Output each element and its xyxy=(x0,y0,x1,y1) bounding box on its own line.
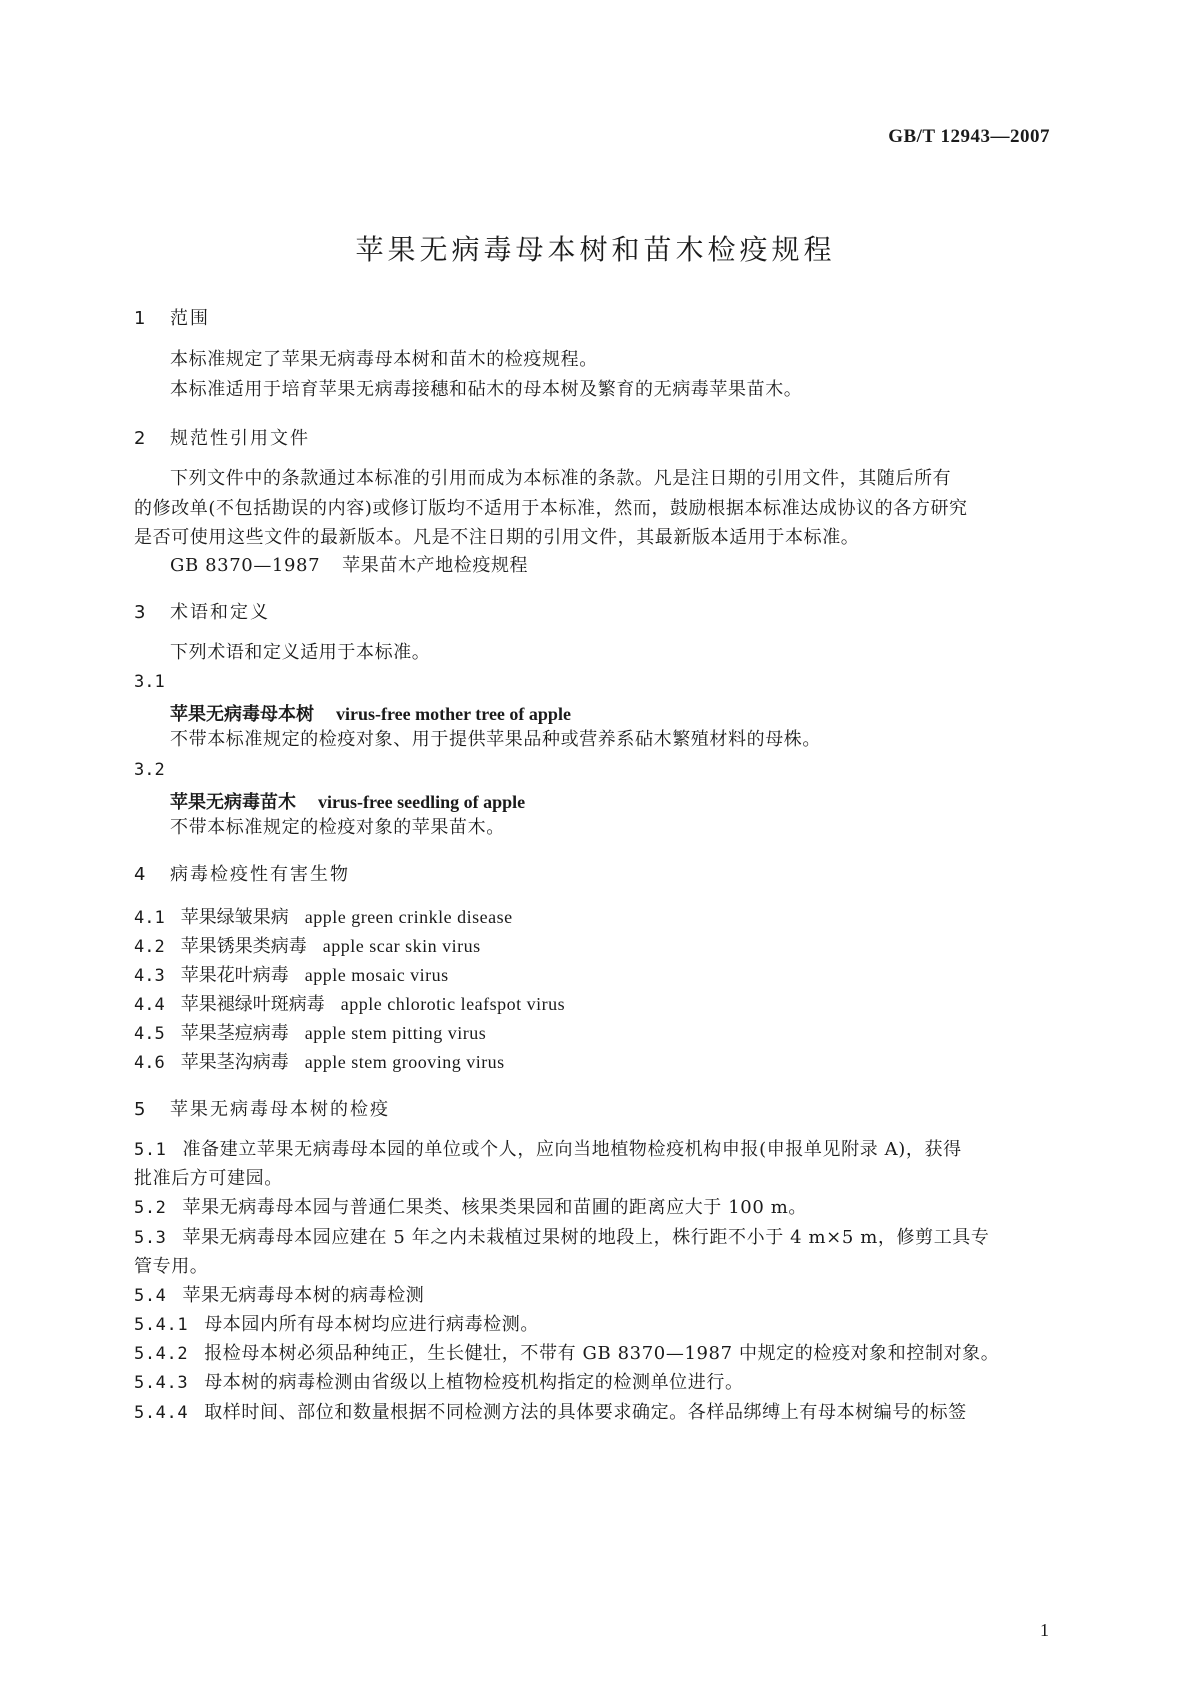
item-cn: 苹果绿皱果病 xyxy=(180,907,289,928)
term-en: virus-free seedling of apple xyxy=(318,792,526,812)
clause-text: 苹果无病毒母本园应建在 5 年之内未栽植过果树的地段上，株行距不小于 4 m×5 m，修剪工具专 xyxy=(182,1227,990,1248)
item-number: 4.3 xyxy=(134,966,165,986)
term-number: 3.1 xyxy=(134,672,165,692)
section-2-heading xyxy=(134,424,310,450)
reference-code: GB 8370—1987 xyxy=(170,555,321,576)
paragraph-line: 是否可使用这些文件的最新版本。凡是不注日期的引用文件，其最新版本适用于本标准。 xyxy=(134,527,860,548)
paragraph: 下列术语和定义适用于本标准。 xyxy=(170,642,431,663)
clause-number: 5.4.2 xyxy=(134,1344,189,1364)
section-4-heading xyxy=(134,860,350,886)
section-title: 病毒检疫性有害生物 xyxy=(170,864,350,885)
paragraph-line: 的修改单(不包括勘误的内容)或修订版均不适用于本标准，然而，鼓励根据本标准达成协议的各方研究 xyxy=(134,498,968,519)
item-cn: 苹果茎痘病毒 xyxy=(180,1023,289,1044)
section-number: 4 xyxy=(134,864,148,885)
section-number: 3 xyxy=(134,602,148,623)
list-item xyxy=(134,932,481,958)
list-item xyxy=(134,903,513,929)
section-title: 苹果无病毒母本树的检疫 xyxy=(170,1099,390,1120)
document-title: 苹果无病毒母本树和苗木检疫规程 xyxy=(355,233,836,266)
standard-code: GB/T 12943—2007 xyxy=(888,126,1050,147)
item-number: 4.2 xyxy=(134,937,165,957)
term-en: virus-free mother tree of apple xyxy=(336,704,571,724)
list-item xyxy=(134,990,565,1016)
term-definition: 不带本标准规定的检疫对象、用于提供苹果品种或营养系砧木繁殖材料的母株。 xyxy=(170,729,821,750)
clause-number: 5.4 xyxy=(134,1286,167,1306)
clause-number: 5.4.3 xyxy=(134,1373,189,1393)
clause-number: 5.4.4 xyxy=(134,1403,189,1423)
reference-title: 苹果苗木产地检疫规程 xyxy=(342,555,529,576)
clause-text: 取样时间、部位和数量根据不同检测方法的具体要求确定。各样品绑缚上有母本树编号的标签 xyxy=(204,1402,967,1423)
clause-5-4-3 xyxy=(134,1366,744,1400)
section-3-heading xyxy=(134,598,270,624)
section-number: 2 xyxy=(134,428,148,449)
clause-continuation: 管专用。 xyxy=(134,1256,209,1277)
normative-reference xyxy=(170,549,528,582)
clause-5-4-4 xyxy=(134,1396,967,1430)
section-1-heading xyxy=(134,304,210,330)
item-en: apple chlorotic leafspot virus xyxy=(340,994,566,1014)
clause-number: 5.2 xyxy=(134,1198,167,1218)
item-en: apple scar skin virus xyxy=(322,936,481,956)
clause-text: 母本园内所有母本树均应进行病毒检测。 xyxy=(204,1314,539,1335)
section-title: 术语和定义 xyxy=(170,602,270,623)
list-item xyxy=(134,1019,486,1045)
item-cn: 苹果褪绿叶斑病毒 xyxy=(180,994,325,1015)
clause-continuation: 批准后方可建园。 xyxy=(134,1168,283,1189)
clause-number: 5.3 xyxy=(134,1228,167,1248)
section-number: 5 xyxy=(134,1099,148,1120)
clause-number: 5.1 xyxy=(134,1140,167,1160)
item-en: apple stem pitting virus xyxy=(304,1023,487,1043)
item-number: 4.1 xyxy=(134,908,165,928)
clause-text: 苹果无病毒母本园与普通仁果类、核果类果园和苗圃的距离应大于 100 m。 xyxy=(182,1197,807,1218)
item-en: apple green crinkle disease xyxy=(304,907,513,927)
clause-5-3 xyxy=(134,1221,990,1255)
section-title: 规范性引用文件 xyxy=(170,428,310,449)
page-number: 1 xyxy=(1040,1620,1049,1640)
item-number: 4.5 xyxy=(134,1024,165,1044)
item-en: apple stem grooving virus xyxy=(304,1052,505,1072)
list-item xyxy=(134,1048,505,1074)
item-number: 4.6 xyxy=(134,1053,165,1073)
term-number: 3.2 xyxy=(134,760,165,780)
item-cn: 苹果茎沟病毒 xyxy=(180,1052,289,1073)
item-en: apple mosaic virus xyxy=(304,965,449,985)
item-number: 4.4 xyxy=(134,995,165,1015)
list-item xyxy=(134,961,449,987)
clause-text: 准备建立苹果无病毒母本园的单位或个人，应向当地植物检疫机构申报(申报单见附录 A)，获得 xyxy=(182,1139,962,1160)
item-cn: 苹果花叶病毒 xyxy=(180,965,289,986)
clause-text: 苹果无病毒母本树的病毒检测 xyxy=(182,1285,425,1306)
term-cn: 苹果无病毒母本树 xyxy=(170,704,314,725)
section-5-heading xyxy=(134,1095,390,1121)
section-title: 范围 xyxy=(170,308,210,329)
clause-text: 母本树的病毒检测由省级以上植物检疫机构指定的检测单位进行。 xyxy=(204,1372,744,1393)
paragraph-line: 下列文件中的条款通过本标准的引用而成为本标准的条款。凡是注日期的引用文件，其随后所有 xyxy=(170,468,952,489)
paragraph: 本标准规定了苹果无病毒母本树和苗木的检疫规程。 xyxy=(170,349,598,370)
item-cn: 苹果锈果类病毒 xyxy=(180,936,307,957)
term-definition: 不带本标准规定的检疫对象的苹果苗木。 xyxy=(170,817,505,838)
clause-number: 5.4.1 xyxy=(134,1315,189,1335)
clause-text: 报检母本树必须品种纯正，生长健壮，不带有 GB 8370—1987 中规定的检疫对象和控制对象。 xyxy=(204,1343,1000,1364)
paragraph: 本标准适用于培育苹果无病毒接穗和砧木的母本树及繁育的无病毒苹果苗木。 xyxy=(170,379,803,400)
section-number: 1 xyxy=(134,308,148,329)
clause-5-2 xyxy=(134,1191,807,1225)
term-cn: 苹果无病毒苗木 xyxy=(170,792,296,813)
